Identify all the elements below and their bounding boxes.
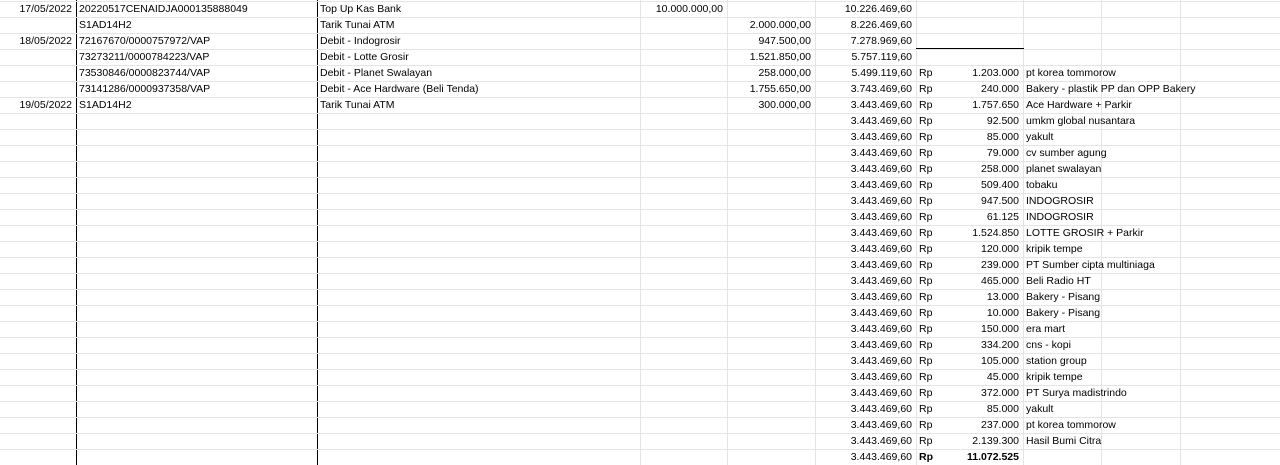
- debit-cell[interactable]: [727, 417, 815, 433]
- balance-cell[interactable]: 3.443.469,60: [850, 243, 912, 255]
- credit-cell[interactable]: [640, 65, 727, 81]
- reference-cell[interactable]: [76, 433, 317, 449]
- description-cell[interactable]: Debit - Indogrosir: [320, 35, 401, 47]
- credit-cell[interactable]: [640, 145, 727, 161]
- note-cell[interactable]: Bakery - Pisang: [1026, 307, 1101, 319]
- reference-cell[interactable]: [76, 321, 317, 337]
- credit-cell[interactable]: [640, 417, 727, 433]
- note-cell[interactable]: kripik tempe: [1026, 243, 1083, 255]
- description-cell[interactable]: [317, 417, 640, 433]
- credit-cell[interactable]: [640, 433, 727, 449]
- reference-cell[interactable]: [76, 129, 317, 145]
- date-cell[interactable]: [0, 129, 76, 145]
- reference-cell[interactable]: [76, 417, 317, 433]
- note-cell[interactable]: [1023, 449, 1280, 465]
- table-row[interactable]: [0, 321, 1280, 337]
- amount-cell[interactable]: 150.000: [981, 323, 1019, 335]
- date-cell[interactable]: [0, 225, 76, 241]
- credit-cell[interactable]: [640, 401, 727, 417]
- date-cell[interactable]: [0, 289, 76, 305]
- amount-cell[interactable]: 105.000: [981, 355, 1019, 367]
- currency-cell[interactable]: Rp: [919, 403, 933, 415]
- reference-cell[interactable]: [76, 289, 317, 305]
- note-cell[interactable]: kripik tempe: [1026, 371, 1083, 383]
- date-cell[interactable]: [0, 417, 76, 433]
- credit-cell[interactable]: [640, 209, 727, 225]
- reference-cell[interactable]: [76, 193, 317, 209]
- amount-cell[interactable]: 61.125: [986, 211, 1019, 223]
- balance-cell[interactable]: 3.443.469,60: [850, 371, 912, 383]
- note-cell[interactable]: Beli Radio HT: [1026, 275, 1091, 287]
- currency-cell[interactable]: Rp: [919, 115, 933, 127]
- note-cell[interactable]: LOTTE GROSIR + Parkir: [1026, 227, 1144, 239]
- note-cell[interactable]: PT Sumber cipta multiniaga: [1026, 259, 1155, 271]
- date-cell[interactable]: [0, 273, 76, 289]
- credit-cell[interactable]: 10.000.000,00: [655, 3, 723, 15]
- date-cell[interactable]: [0, 401, 76, 417]
- currency-cell[interactable]: Rp: [919, 179, 933, 191]
- currency-cell[interactable]: Rp: [919, 419, 933, 431]
- balance-cell[interactable]: 3.743.469,60: [850, 83, 912, 95]
- balance-cell[interactable]: 3.443.469,60: [850, 435, 912, 447]
- debit-cell[interactable]: [727, 305, 815, 321]
- reference-cell[interactable]: [76, 113, 317, 129]
- debit-cell[interactable]: [727, 369, 815, 385]
- debit-cell[interactable]: [727, 161, 815, 177]
- credit-cell[interactable]: [640, 113, 727, 129]
- debit-cell[interactable]: [727, 177, 815, 193]
- reference-cell[interactable]: 73273211/0000784223/VAP: [79, 51, 210, 63]
- debit-cell[interactable]: 300.000,00: [758, 99, 811, 111]
- credit-cell[interactable]: [640, 81, 727, 97]
- description-cell[interactable]: [317, 161, 640, 177]
- balance-cell[interactable]: 3.443.469,60: [850, 195, 912, 207]
- description-cell[interactable]: [317, 209, 640, 225]
- date-cell[interactable]: [0, 353, 76, 369]
- description-cell[interactable]: [317, 177, 640, 193]
- amount-cell[interactable]: [952, 49, 1023, 65]
- credit-cell[interactable]: [640, 369, 727, 385]
- currency-cell[interactable]: Rp: [919, 371, 933, 383]
- balance-cell[interactable]: 7.278.969,60: [850, 35, 912, 47]
- currency-cell[interactable]: Rp: [919, 435, 933, 447]
- debit-cell[interactable]: 258.000,00: [758, 67, 811, 79]
- currency-cell[interactable]: Rp: [919, 99, 933, 111]
- date-cell[interactable]: [0, 193, 76, 209]
- table-row[interactable]: [0, 209, 1280, 225]
- balance-cell[interactable]: 3.443.469,60: [850, 307, 912, 319]
- balance-cell[interactable]: 3.443.469,60: [850, 275, 912, 287]
- reference-cell[interactable]: [76, 449, 317, 465]
- debit-cell[interactable]: 2.000.000,00: [749, 19, 811, 31]
- currency-cell[interactable]: [916, 49, 952, 65]
- debit-cell[interactable]: [727, 353, 815, 369]
- currency-cell[interactable]: Rp: [919, 243, 933, 255]
- date-cell[interactable]: [0, 337, 76, 353]
- reference-cell[interactable]: [76, 337, 317, 353]
- note-cell[interactable]: [1023, 1, 1280, 17]
- credit-cell[interactable]: [640, 161, 727, 177]
- table-row[interactable]: [0, 129, 1280, 145]
- balance-cell[interactable]: 3.443.469,60: [850, 99, 912, 111]
- date-cell[interactable]: [0, 305, 76, 321]
- description-cell[interactable]: [317, 257, 640, 273]
- balance-cell[interactable]: 8.226.469,60: [850, 19, 912, 31]
- note-cell[interactable]: Ace Hardware + Parkir: [1026, 99, 1132, 111]
- date-cell[interactable]: [0, 369, 76, 385]
- date-cell[interactable]: [0, 113, 76, 129]
- date-cell[interactable]: 18/05/2022: [19, 35, 72, 47]
- note-cell[interactable]: Bakery - Pisang: [1026, 291, 1101, 303]
- currency-cell[interactable]: Rp: [919, 259, 933, 271]
- debit-cell[interactable]: [727, 1, 815, 17]
- reference-cell[interactable]: [76, 161, 317, 177]
- currency-cell[interactable]: Rp: [919, 131, 933, 143]
- date-cell[interactable]: [0, 65, 76, 81]
- note-cell[interactable]: umkm global nusantara: [1026, 115, 1136, 127]
- reference-cell[interactable]: [76, 401, 317, 417]
- currency-cell[interactable]: Rp: [919, 195, 933, 207]
- amount-cell[interactable]: 240.000: [981, 83, 1019, 95]
- credit-cell[interactable]: [640, 241, 727, 257]
- debit-cell[interactable]: [727, 225, 815, 241]
- debit-cell[interactable]: [727, 209, 815, 225]
- credit-cell[interactable]: [640, 225, 727, 241]
- table-row[interactable]: [0, 145, 1280, 161]
- balance-cell[interactable]: 3.443.469,60: [850, 323, 912, 335]
- amount-cell[interactable]: 13.000: [986, 291, 1019, 303]
- amount-cell[interactable]: 92.500: [986, 115, 1019, 127]
- credit-cell[interactable]: [640, 33, 727, 49]
- note-cell[interactable]: Bakery - plastik PP dan OPP Bakery: [1026, 83, 1196, 95]
- currency-cell[interactable]: [916, 1, 952, 17]
- amount-cell[interactable]: 947.500: [981, 195, 1019, 207]
- note-cell[interactable]: INDOGROSIR: [1026, 211, 1094, 223]
- amount-cell[interactable]: 1.203.000: [972, 67, 1019, 79]
- note-cell[interactable]: cv sumber agung: [1026, 147, 1107, 159]
- table-row[interactable]: [0, 17, 1280, 33]
- note-cell[interactable]: pt korea tommorow: [1026, 67, 1116, 79]
- reference-cell[interactable]: 73530846/0000823744/VAP: [79, 67, 211, 79]
- balance-cell[interactable]: 3.443.469,60: [850, 291, 912, 303]
- reference-cell[interactable]: [76, 225, 317, 241]
- debit-cell[interactable]: [727, 257, 815, 273]
- table-row[interactable]: [0, 241, 1280, 257]
- description-cell[interactable]: Tarik Tunai ATM: [320, 99, 395, 111]
- date-cell[interactable]: [0, 257, 76, 273]
- table-row[interactable]: [0, 81, 1280, 97]
- amount-cell[interactable]: 85.000: [986, 131, 1019, 143]
- description-cell[interactable]: [317, 145, 640, 161]
- note-cell[interactable]: planet swalayan: [1026, 163, 1102, 175]
- description-cell[interactable]: [317, 129, 640, 145]
- table-row[interactable]: [0, 225, 1280, 241]
- date-cell[interactable]: [0, 81, 76, 97]
- table-row[interactable]: [0, 113, 1280, 129]
- balance-cell[interactable]: 3.443.469,60: [850, 355, 912, 367]
- currency-cell[interactable]: Rp: [919, 83, 933, 95]
- currency-cell[interactable]: Rp: [919, 339, 933, 351]
- currency-cell[interactable]: Rp: [919, 211, 933, 223]
- description-cell[interactable]: Top Up Kas Bank: [320, 3, 402, 15]
- date-cell[interactable]: 17/05/2022: [19, 3, 72, 15]
- debit-cell[interactable]: 947.500,00: [758, 35, 811, 47]
- amount-cell[interactable]: 11.072.525: [967, 451, 1019, 463]
- credit-cell[interactable]: [640, 273, 727, 289]
- reference-cell[interactable]: [76, 177, 317, 193]
- credit-cell[interactable]: [640, 337, 727, 353]
- credit-cell[interactable]: [640, 97, 727, 113]
- currency-cell[interactable]: Rp: [919, 451, 933, 463]
- date-cell[interactable]: 19/05/2022: [19, 99, 72, 111]
- balance-cell[interactable]: 3.443.469,60: [850, 419, 912, 431]
- amount-cell[interactable]: 237.000: [981, 419, 1019, 431]
- table-row[interactable]: [0, 97, 1280, 113]
- currency-cell[interactable]: Rp: [919, 227, 933, 239]
- note-cell[interactable]: yakult: [1026, 131, 1054, 143]
- amount-cell[interactable]: 465.000: [981, 275, 1019, 287]
- note-cell[interactable]: PT Surya madistrindo: [1026, 387, 1127, 399]
- table-row[interactable]: [0, 257, 1280, 273]
- table-row[interactable]: [0, 273, 1280, 289]
- description-cell[interactable]: Debit - Planet Swalayan: [320, 67, 433, 79]
- description-cell[interactable]: [317, 305, 640, 321]
- note-cell[interactable]: yakult: [1026, 403, 1054, 415]
- date-cell[interactable]: [0, 449, 76, 465]
- balance-cell[interactable]: 5.757.119,60: [851, 51, 912, 63]
- description-cell[interactable]: [317, 241, 640, 257]
- description-cell[interactable]: [317, 225, 640, 241]
- note-cell[interactable]: era mart: [1026, 323, 1066, 335]
- balance-cell[interactable]: 3.443.469,60: [850, 339, 912, 351]
- reference-cell[interactable]: S1AD14H2: [79, 19, 132, 31]
- currency-cell[interactable]: Rp: [919, 355, 933, 367]
- reference-cell[interactable]: 72167670/0000757972/VAP: [79, 35, 211, 47]
- amount-cell[interactable]: 2.139.300: [972, 435, 1019, 447]
- debit-cell[interactable]: [727, 145, 815, 161]
- credit-cell[interactable]: [640, 177, 727, 193]
- credit-cell[interactable]: [640, 289, 727, 305]
- credit-cell[interactable]: [640, 49, 727, 65]
- debit-cell[interactable]: [727, 113, 815, 129]
- amount-cell[interactable]: 509.400: [981, 179, 1019, 191]
- debit-cell[interactable]: [727, 321, 815, 337]
- reference-cell[interactable]: [76, 145, 317, 161]
- credit-cell[interactable]: [640, 257, 727, 273]
- balance-cell[interactable]: 3.443.469,60: [850, 179, 912, 191]
- note-cell[interactable]: INDOGROSIR: [1026, 195, 1094, 207]
- balance-cell[interactable]: 3.443.469,60: [850, 115, 912, 127]
- debit-cell[interactable]: [727, 401, 815, 417]
- description-cell[interactable]: [317, 385, 640, 401]
- date-cell[interactable]: [0, 145, 76, 161]
- debit-cell[interactable]: [727, 385, 815, 401]
- date-cell[interactable]: [0, 161, 76, 177]
- credit-cell[interactable]: [640, 129, 727, 145]
- reference-cell[interactable]: [76, 385, 317, 401]
- table-row[interactable]: [0, 417, 1280, 433]
- table-row[interactable]: [0, 49, 1280, 65]
- reference-cell[interactable]: 73141286/0000937358/VAP: [79, 83, 211, 95]
- description-cell[interactable]: [317, 401, 640, 417]
- debit-cell[interactable]: [727, 129, 815, 145]
- table-row[interactable]: [0, 177, 1280, 193]
- debit-cell[interactable]: 1.521.850,00: [749, 51, 811, 63]
- amount-cell[interactable]: 258.000: [981, 163, 1019, 175]
- amount-cell[interactable]: 120.000: [981, 243, 1019, 255]
- debit-cell[interactable]: [727, 433, 815, 449]
- amount-cell[interactable]: 334.200: [981, 339, 1019, 351]
- credit-cell[interactable]: [640, 353, 727, 369]
- description-cell[interactable]: [317, 337, 640, 353]
- credit-cell[interactable]: [640, 193, 727, 209]
- currency-cell[interactable]: [916, 33, 952, 49]
- description-cell[interactable]: [317, 369, 640, 385]
- description-cell[interactable]: [317, 433, 640, 449]
- debit-cell[interactable]: [727, 449, 815, 465]
- credit-cell[interactable]: [640, 385, 727, 401]
- date-cell[interactable]: [0, 433, 76, 449]
- reference-cell[interactable]: [76, 369, 317, 385]
- table-row[interactable]: [0, 193, 1280, 209]
- debit-cell[interactable]: 1.755.650,00: [749, 83, 811, 95]
- amount-cell[interactable]: 10.000: [986, 307, 1019, 319]
- currency-cell[interactable]: Rp: [919, 275, 933, 287]
- currency-cell[interactable]: Rp: [919, 67, 933, 79]
- credit-cell[interactable]: [640, 305, 727, 321]
- note-cell[interactable]: [1023, 17, 1280, 33]
- balance-cell[interactable]: 3.443.469,60: [850, 147, 912, 159]
- credit-cell[interactable]: [640, 321, 727, 337]
- amount-cell[interactable]: 239.000: [981, 259, 1019, 271]
- description-cell[interactable]: [317, 449, 640, 465]
- currency-cell[interactable]: Rp: [919, 291, 933, 303]
- note-cell[interactable]: [1023, 49, 1280, 65]
- description-cell[interactable]: [317, 113, 640, 129]
- table-row[interactable]: [0, 65, 1280, 81]
- reference-cell[interactable]: [76, 305, 317, 321]
- reference-cell[interactable]: S1AD14H2: [79, 99, 132, 111]
- note-cell[interactable]: [1023, 33, 1280, 49]
- balance-cell[interactable]: 5.499.119,60: [851, 67, 912, 79]
- amount-cell[interactable]: [952, 17, 1023, 33]
- description-cell[interactable]: [317, 273, 640, 289]
- table-row[interactable]: [0, 161, 1280, 177]
- currency-cell[interactable]: Rp: [919, 163, 933, 175]
- amount-cell[interactable]: [952, 33, 1023, 49]
- note-cell[interactable]: pt korea tommorow: [1026, 419, 1116, 431]
- amount-cell[interactable]: 79.000: [986, 147, 1019, 159]
- currency-cell[interactable]: Rp: [919, 307, 933, 319]
- currency-cell[interactable]: [916, 17, 952, 33]
- currency-cell[interactable]: Rp: [919, 323, 933, 335]
- currency-cell[interactable]: Rp: [919, 387, 933, 399]
- description-cell[interactable]: [317, 353, 640, 369]
- table-row[interactable]: [0, 337, 1280, 353]
- balance-cell[interactable]: 3.443.469,60: [850, 131, 912, 143]
- date-cell[interactable]: [0, 49, 76, 65]
- reference-cell[interactable]: [76, 209, 317, 225]
- table-row[interactable]: [0, 305, 1280, 321]
- amount-cell[interactable]: 1.757.650: [972, 99, 1019, 111]
- description-cell[interactable]: Debit - Ace Hardware (Beli Tenda): [320, 83, 479, 95]
- reference-cell[interactable]: 20220517CENAIDJA000135888049: [79, 3, 248, 15]
- table-row[interactable]: [0, 353, 1280, 369]
- balance-cell[interactable]: 3.443.469,60: [850, 211, 912, 223]
- credit-cell[interactable]: [640, 449, 727, 465]
- note-cell[interactable]: station group: [1026, 355, 1087, 367]
- balance-cell[interactable]: 3.443.469,60: [850, 227, 912, 239]
- table-row[interactable]: [0, 369, 1280, 385]
- date-cell[interactable]: [0, 209, 76, 225]
- description-cell[interactable]: [317, 321, 640, 337]
- description-cell[interactable]: [317, 289, 640, 305]
- debit-cell[interactable]: [727, 289, 815, 305]
- date-cell[interactable]: [0, 177, 76, 193]
- reference-cell[interactable]: [76, 241, 317, 257]
- table-row[interactable]: [0, 449, 1280, 465]
- note-cell[interactable]: Hasil Bumi Citra: [1026, 435, 1102, 447]
- amount-cell[interactable]: 1.524.850: [972, 227, 1019, 239]
- note-cell[interactable]: cns - kopi: [1026, 339, 1071, 351]
- balance-cell[interactable]: 10.226.469,60: [844, 3, 912, 15]
- reference-cell[interactable]: [76, 273, 317, 289]
- description-cell[interactable]: Debit - Lotte Grosir: [320, 51, 409, 63]
- currency-cell[interactable]: Rp: [919, 147, 933, 159]
- debit-cell[interactable]: [727, 241, 815, 257]
- balance-cell[interactable]: 3.443.469,60: [850, 387, 912, 399]
- table-row[interactable]: [0, 1, 1280, 17]
- debit-cell[interactable]: [727, 193, 815, 209]
- date-cell[interactable]: [0, 321, 76, 337]
- reference-cell[interactable]: [76, 257, 317, 273]
- credit-cell[interactable]: [640, 17, 727, 33]
- balance-cell[interactable]: 3.443.469,60: [850, 451, 912, 463]
- date-cell[interactable]: [0, 385, 76, 401]
- balance-cell[interactable]: 3.443.469,60: [850, 403, 912, 415]
- date-cell[interactable]: [0, 241, 76, 257]
- table-row[interactable]: [0, 433, 1280, 449]
- table-row[interactable]: [0, 385, 1280, 401]
- table-row[interactable]: [0, 289, 1280, 305]
- debit-cell[interactable]: [727, 337, 815, 353]
- debit-cell[interactable]: [727, 273, 815, 289]
- amount-cell[interactable]: 45.000: [986, 371, 1019, 383]
- amount-cell[interactable]: [952, 1, 1023, 17]
- table-row[interactable]: [0, 33, 1280, 49]
- date-cell[interactable]: [0, 17, 76, 33]
- amount-cell[interactable]: 372.000: [981, 387, 1019, 399]
- balance-cell[interactable]: 3.443.469,60: [850, 163, 912, 175]
- reference-cell[interactable]: [76, 353, 317, 369]
- balance-cell[interactable]: 3.443.469,60: [850, 259, 912, 271]
- amount-cell[interactable]: 85.000: [986, 403, 1019, 415]
- description-cell[interactable]: Tarik Tunai ATM: [320, 19, 395, 31]
- table-row[interactable]: [0, 401, 1280, 417]
- description-cell[interactable]: [317, 193, 640, 209]
- note-cell[interactable]: tobaku: [1026, 179, 1058, 191]
